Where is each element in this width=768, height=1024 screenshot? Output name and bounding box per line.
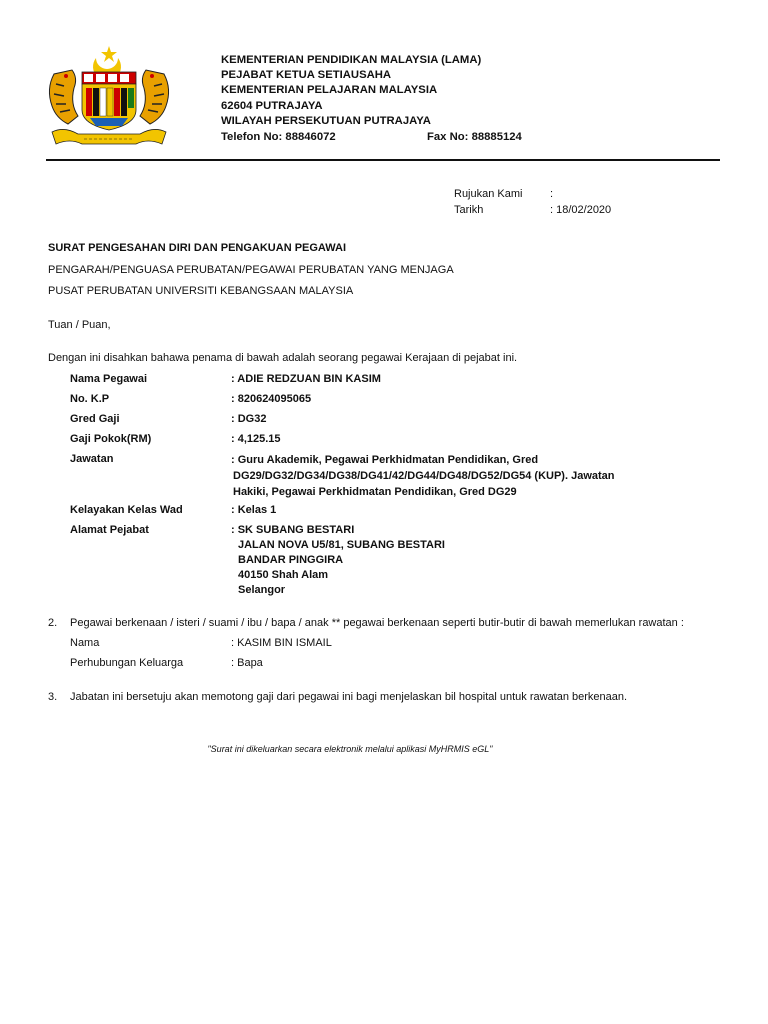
relationship-label: Perhubungan Keluarga (70, 657, 184, 669)
letterhead-address (221, 53, 481, 129)
office-address-line: : SK SUBANG BESTARI (231, 524, 355, 536)
office-address-label: Alamat Pejabat (70, 524, 149, 536)
ministry-name-alt: KEMENTERIAN PELAJARAN MALAYSIA (221, 84, 438, 97)
section-3-number: 3. (48, 691, 58, 703)
ic-number-value: : 820624095065 (231, 393, 312, 405)
ministry-name: KEMENTERIAN PENDIDIKAN MALAYSIA (LAMA) (221, 54, 482, 66)
section-3-text: Jabatan ini bersetuju akan memotong gaji dari pegawai ini bagi menjelaskan bil hospital untuk rawatan berkenaan. (70, 691, 628, 703)
intro-paragraph: Dengan ini disahkan bahawa penama di bawah adalah seorang pegawai Kerajaan di pejabat ini. (48, 352, 518, 364)
basic-salary-label: Gaji Pokok(RM) (70, 433, 152, 445)
relationship-value: : Bapa (231, 657, 263, 669)
recipient-line-1: PENGARAH/PENGUASA PERUBATAN/PEGAWAI PERUBATAN YANG MENJAGA (48, 264, 454, 276)
office-address-line: JALAN NOVA U5/81, SUBANG BESTARI (238, 539, 445, 551)
malaysia-coat-of-arms-icon (44, 44, 174, 154)
postcode-city: 62604 PUTRAJAYA (221, 99, 323, 112)
reference-label: Rujukan Kami (454, 188, 523, 200)
date-value: : 18/02/2020 (550, 204, 612, 216)
ward-class-value: : Kelas 1 (231, 504, 277, 516)
position-value (231, 452, 631, 500)
patient-name-value: : KASIM BIN ISMAIL (231, 637, 332, 649)
letter-heading: SURAT PENGESAHAN DIRI DAN PENGAKUAN PEGAWAI (48, 242, 347, 254)
office-address-line: BANDAR PINGGIRA (238, 554, 344, 566)
officer-name-value: : ADIE REDZUAN BIN KASIM (231, 373, 381, 385)
fax-number: Fax No: 88885124 (427, 131, 522, 143)
salary-grade-value: : DG32 (231, 413, 267, 425)
ward-class-label: Kelayakan Kelas Wad (70, 504, 183, 516)
position-line: : Guru Akademik, Pegawai Perkhidmatan Pendidikan, Gred (231, 454, 539, 466)
patient-name-label: Nama (70, 637, 100, 649)
position-line: Hakiki, Pegawai Perkhidmatan Pendidikan, Gred DG29 (233, 486, 517, 498)
recipient-line-2: PUSAT PERUBATAN UNIVERSITI KEBANGSAAN MALAYSIA (48, 285, 354, 297)
basic-salary-value: : 4,125.15 (231, 433, 281, 445)
officer-name-label: Nama Pegawai (70, 373, 148, 385)
electronic-issue-note: "Surat ini dikeluarkan secara elektronik melalui aplikasi MyHRMIS eGL" (207, 744, 493, 754)
office-address-line: Selangor (238, 584, 286, 596)
section-2-number: 2. (48, 617, 58, 629)
telephone-number: Telefon No: 88846072 (221, 131, 336, 143)
office-address-line: 40150 Shah Alam (238, 569, 329, 581)
position-label: Jawatan (70, 453, 114, 465)
section-2-text: Pegawai berkenaan / isteri / suami / ibu / bapa / anak ** pegawai berkenaan seperti butir-butir di bawah memerlukan rawatan : (70, 617, 684, 629)
salary-grade-label: Gred Gaji (70, 413, 120, 425)
territory: WILAYAH PERSEKUTUAN PUTRAJAYA (221, 114, 431, 127)
reference-value: : (550, 188, 554, 200)
salutation: Tuan / Puan, (48, 319, 111, 331)
office-name: PEJABAT KETUA SETIAUSAHA (221, 69, 392, 82)
ic-number-label: No. K.P (70, 393, 110, 405)
date-label: Tarikh (454, 204, 484, 216)
header-divider (46, 159, 720, 161)
position-line: DG29/DG32/DG34/DG38/DG41/42/DG44/DG48/DG52/DG54 (KUP). Jawatan (233, 470, 615, 482)
